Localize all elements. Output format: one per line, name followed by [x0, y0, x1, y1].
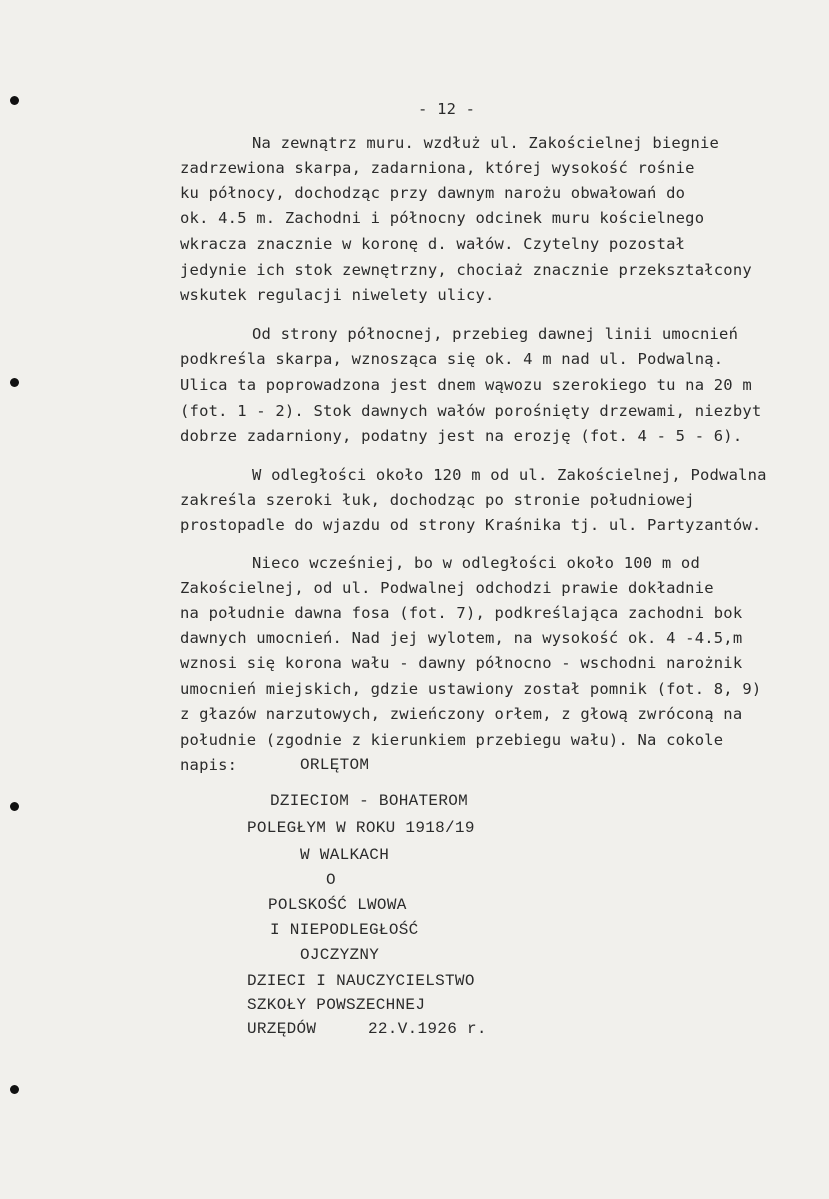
text-line: zadrzewiona skarpa, zadarniona, której wysokość rośnie: [180, 159, 695, 177]
text-line: południe (zgodnie z kierunkiem przebiegu wału). Na cokole: [180, 731, 724, 749]
text-line: napis:: [180, 756, 238, 774]
text-line: prostopadle do wjazdu od strony Kraśnika tj. ul. Partyzantów.: [180, 516, 762, 534]
text-line: jedynie ich stok zewnętrzny, chociaż znacznie przekształcony: [180, 261, 752, 279]
inscription-line: URZĘDÓW: [247, 1020, 317, 1038]
inscription-line: DZIECIOM - BOHATEROM: [270, 792, 469, 810]
punch-hole: [10, 378, 19, 387]
inscription-line: I NIEPODLEGŁOŚĆ: [270, 921, 419, 939]
text-line: Na zewnątrz muru. wzdłuż ul. Zakościelnej biegnie: [252, 134, 720, 152]
text-line: wkracza znacznie w koronę d. wałów. Czytelny pozostał: [180, 235, 686, 253]
text-line: (fot. 1 - 2). Stok dawnych wałów porośnięty drzewami, niezbyt: [180, 402, 762, 420]
text-line: dawnych umocnień. Nad jej wylotem, na wysokość ok. 4 -4.5,m: [180, 629, 743, 647]
punch-hole: [10, 1085, 19, 1094]
punch-hole: [10, 96, 19, 105]
text-line: ku północy, dochodząc przy dawnym narożu obwałowań do: [180, 184, 686, 202]
inscription-line: DZIECI I NAUCZYCIELSTWO: [247, 972, 475, 990]
text-line: Nieco wcześniej, bo w odległości około 100 m od: [252, 554, 700, 572]
text-line: Od strony północnej, przebieg dawnej linii umocnień: [252, 325, 739, 343]
inscription-line: ORLĘTOM: [300, 756, 370, 774]
inscription-line: POLSKOŚĆ LWOWA: [268, 896, 407, 914]
inscription-line: POLEGŁYM W ROKU 1918/19: [247, 819, 475, 837]
text-line: umocnień miejskich, gdzie ustawiony został pomnik (fot. 8, 9): [180, 680, 762, 698]
text-line: na południe dawna fosa (fot. 7), podkreślająca zachodni bok: [180, 604, 743, 622]
text-line: ok. 4.5 m. Zachodni i północny odcinek muru kościelnego: [180, 209, 705, 227]
text-line: W odległości około 120 m od ul. Zakościelnej, Podwalna: [252, 466, 767, 484]
text-line: podkreśla skarpa, wznosząca się ok. 4 m nad ul. Podwalną.: [180, 350, 724, 368]
inscription-line: 22.V.1926 r.: [368, 1020, 487, 1038]
inscription-line: W WALKACH: [300, 846, 390, 864]
inscription-line: O: [326, 871, 336, 889]
text-line: wznosi się korona wału - dawny północno - wschodni narożnik: [180, 654, 743, 672]
punch-hole: [10, 802, 19, 811]
inscription-line: SZKOŁY POWSZECHNEJ: [247, 996, 426, 1014]
text-line: wskutek regulacji niwelety ulicy.: [180, 286, 495, 304]
text-line: Zakościelnej, od ul. Podwalnej odchodzi prawie dokładnie: [180, 579, 714, 597]
text-line: zakreśla szeroki łuk, dochodząc po stronie południowej: [180, 491, 695, 509]
text-line: dobrze zadarniony, podatny jest na erozję (fot. 4 - 5 - 6).: [180, 427, 743, 445]
text-line: Ulica ta poprowadzona jest dnem wąwozu szerokiego tu na 20 m: [180, 376, 752, 394]
inscription-line: OJCZYZNY: [300, 946, 380, 964]
text-line: z głazów narzutowych, zwieńczony orłem, z głową zwróconą na: [180, 705, 743, 723]
page-number: - 12 -: [418, 100, 476, 118]
